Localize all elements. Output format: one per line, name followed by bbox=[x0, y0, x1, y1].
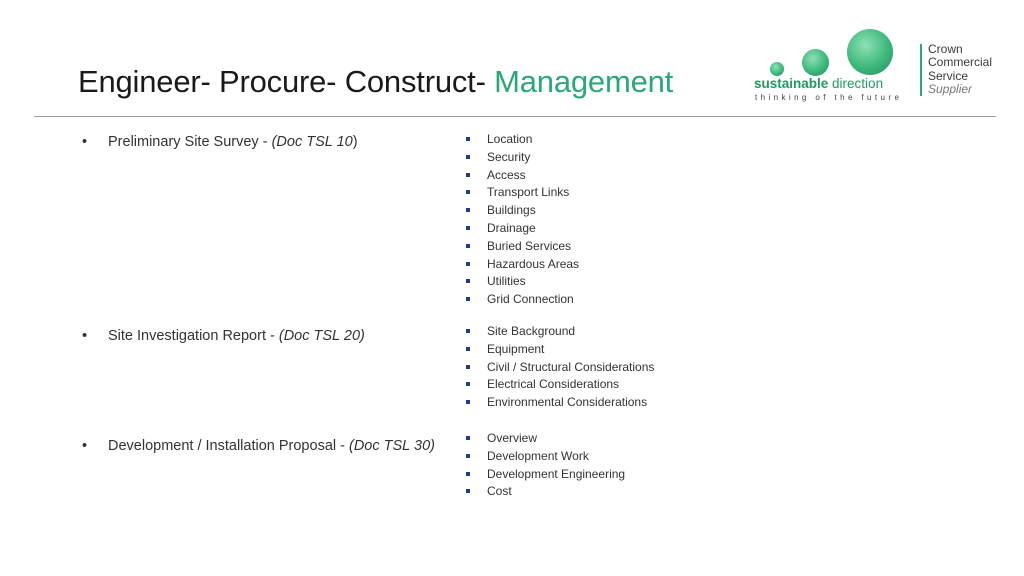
logo-tagline: thinking of the future bbox=[755, 93, 903, 102]
square-bullet-icon bbox=[466, 297, 470, 301]
square-bullet-icon bbox=[466, 155, 470, 159]
square-bullet-icon bbox=[466, 190, 470, 194]
list-item: Overview bbox=[464, 430, 625, 448]
square-bullet-icon bbox=[466, 262, 470, 266]
square-bullet-icon bbox=[466, 173, 470, 177]
title-accent: Management bbox=[494, 64, 674, 99]
bullet-icon: • bbox=[82, 438, 88, 454]
section-label: Preliminary Site Survey - (Doc TSL 10) bbox=[108, 134, 358, 150]
list-item: Civil / Structural Considerations bbox=[464, 359, 654, 377]
logo-word-bold: sustainable bbox=[754, 76, 829, 91]
list-item: Access bbox=[464, 167, 579, 185]
title-divider-left bbox=[34, 116, 684, 117]
section-label: Development / Installation Proposal - (Doc TSL 30) bbox=[108, 438, 435, 454]
page-title bbox=[78, 64, 673, 100]
list-item: Utilities bbox=[464, 273, 579, 291]
list-item: Security bbox=[464, 149, 579, 167]
list-item: Location bbox=[464, 131, 579, 149]
logo-word-regular: direction bbox=[832, 76, 884, 91]
square-bullet-icon bbox=[466, 489, 470, 493]
square-bullet-icon bbox=[466, 137, 470, 141]
square-bullet-icon bbox=[466, 347, 470, 351]
square-bullet-icon bbox=[466, 472, 470, 476]
bullet-icon: • bbox=[82, 328, 88, 344]
list-item: Buildings bbox=[464, 202, 579, 220]
square-bullet-icon bbox=[466, 226, 470, 230]
square-bullet-icon bbox=[466, 400, 470, 404]
ccs-supplier: Supplier bbox=[928, 82, 973, 97]
site-investigation-list bbox=[464, 323, 654, 412]
bullet-icon: • bbox=[82, 134, 88, 150]
logo-wordmark bbox=[754, 76, 883, 91]
logo-circle-small bbox=[770, 62, 784, 76]
ccs-logo bbox=[928, 43, 992, 97]
square-bullet-icon bbox=[466, 365, 470, 369]
ccs-line: Commercial bbox=[928, 55, 993, 70]
square-bullet-icon bbox=[466, 208, 470, 212]
title-divider-right bbox=[684, 116, 996, 117]
section-label: Site Investigation Report - (Doc TSL 20) bbox=[108, 328, 365, 344]
ccs-line: Crown bbox=[928, 42, 963, 56]
list-item: Drainage bbox=[464, 220, 579, 238]
preliminary-survey-list bbox=[464, 131, 579, 309]
ccs-line: Service bbox=[928, 68, 969, 83]
list-item: Development Work bbox=[464, 448, 625, 466]
list-item: Site Background bbox=[464, 323, 654, 341]
list-item: Equipment bbox=[464, 341, 654, 359]
list-item: Buried Services bbox=[464, 238, 579, 256]
square-bullet-icon bbox=[466, 454, 470, 458]
square-bullet-icon bbox=[466, 279, 470, 283]
logo-circles-icon bbox=[770, 28, 900, 78]
square-bullet-icon bbox=[466, 329, 470, 333]
list-item: Transport Links bbox=[464, 184, 579, 202]
ccs-logo-bar bbox=[920, 44, 922, 96]
list-item: Development Engineering bbox=[464, 466, 625, 484]
square-bullet-icon bbox=[466, 436, 470, 440]
list-item: Cost bbox=[464, 483, 625, 501]
list-item: Grid Connection bbox=[464, 291, 579, 309]
square-bullet-icon bbox=[466, 244, 470, 248]
list-item: Environmental Considerations bbox=[464, 394, 654, 412]
square-bullet-icon bbox=[466, 382, 470, 386]
list-item: Hazardous Areas bbox=[464, 256, 579, 274]
list-item: Electrical Considerations bbox=[464, 376, 654, 394]
development-proposal-list bbox=[464, 430, 625, 501]
title-main: Engineer- Procure- Construct- bbox=[78, 64, 486, 99]
logo-circle-large bbox=[847, 29, 893, 75]
logo-circle-medium bbox=[802, 49, 829, 76]
